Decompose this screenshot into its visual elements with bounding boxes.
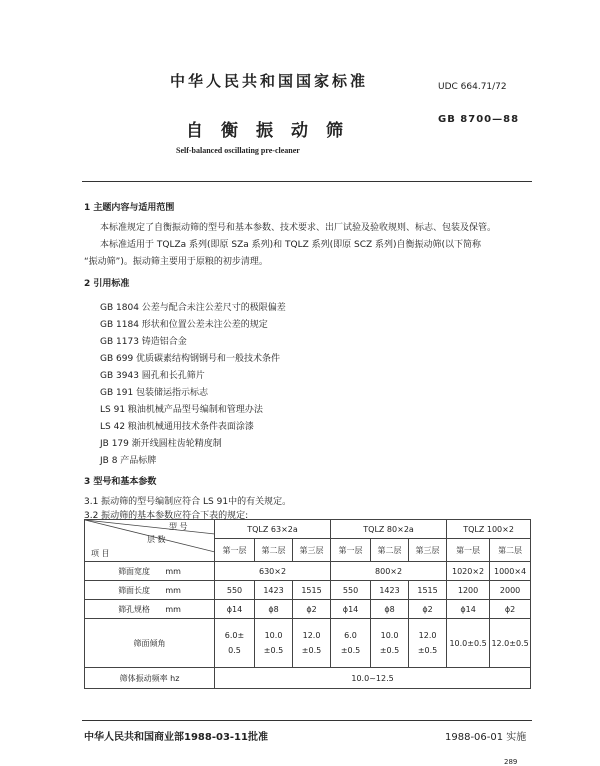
table-cell: 550 bbox=[331, 581, 371, 600]
cell-line: 6.0 bbox=[344, 631, 357, 640]
clause-3-1: 3.1 振动筛的型号编制应符合 LS 91中的有关规定。 bbox=[84, 497, 292, 507]
org-title: 中华人民共和国国家标准 bbox=[170, 72, 369, 90]
cell-line: 6.0± bbox=[224, 631, 245, 640]
ref-item: JB 179 渐开线圆柱齿轮精度制 bbox=[100, 439, 222, 449]
approval-line: 中华人民共和国商业部1988-03-11批准 bbox=[84, 732, 268, 743]
layer-header: 第三层 bbox=[293, 539, 331, 562]
corner-item-label: 项 目 bbox=[91, 549, 110, 558]
cell-line: ±0.5 bbox=[263, 646, 284, 655]
row-label: 筛孔规格 bbox=[118, 604, 151, 614]
table-cell bbox=[371, 619, 409, 668]
section1-para2b: “振动筛”)。振动筛主要用于原粮的初步清理。 bbox=[84, 257, 268, 267]
ref-item: JB 8 产品标牌 bbox=[100, 456, 157, 466]
cell-line: ±0.5 bbox=[301, 646, 322, 655]
table-cell: 10.0±0.5 bbox=[447, 619, 490, 668]
gb-number: GB 8700—88 bbox=[438, 114, 520, 125]
table-cell: 1515 bbox=[409, 581, 447, 600]
ref-item: GB 3943 圆孔和长孔筛片 bbox=[100, 371, 205, 381]
table-cell: ϕ14 bbox=[447, 600, 490, 619]
ref-item: GB 191 包装储运指示标志 bbox=[100, 388, 209, 398]
table-cell bbox=[255, 619, 293, 668]
footer-divider bbox=[82, 720, 532, 721]
layer-header: 第二层 bbox=[490, 539, 531, 562]
layer-header: 第一层 bbox=[331, 539, 371, 562]
english-subtitle: Self-balanced oscillating pre-cleaner bbox=[176, 146, 300, 155]
layer-header: 第二层 bbox=[255, 539, 293, 562]
layer-header: 第二层 bbox=[371, 539, 409, 562]
row-unit: mm bbox=[165, 585, 181, 595]
row-unit: mm bbox=[165, 604, 181, 614]
table-cell: 550 bbox=[215, 581, 255, 600]
table-cell: ϕ2 bbox=[409, 600, 447, 619]
layer-header: 第三层 bbox=[409, 539, 447, 562]
cell-line: 12.0 bbox=[302, 631, 321, 640]
table-cell bbox=[409, 619, 447, 668]
udc-number: UDC 664.71/72 bbox=[438, 82, 507, 92]
section1-para1: 本标准规定了自衡振动筛的型号和基本参数、技术要求、出厂试验及验收规则、标志、包装及保管。 bbox=[100, 223, 497, 233]
row-label-length bbox=[85, 581, 215, 600]
corner-model-label: 型 号 bbox=[169, 522, 188, 531]
cell-line: 12.0 bbox=[418, 631, 437, 640]
table-cell: 1020×2 bbox=[447, 562, 490, 581]
layer-header: 第一层 bbox=[215, 539, 255, 562]
table-cell bbox=[331, 619, 371, 668]
cell-line: 10.0 bbox=[380, 631, 399, 640]
implementation-date: 1988-06-01 实施 bbox=[445, 732, 527, 743]
cell-line: ±0.5 bbox=[340, 646, 361, 655]
table-cell: ϕ14 bbox=[331, 600, 371, 619]
table-cell: ϕ2 bbox=[490, 600, 531, 619]
table-cell: 12.0±0.5 bbox=[490, 619, 531, 668]
table-cell bbox=[215, 619, 255, 668]
table-cell: 1000×4 bbox=[490, 562, 531, 581]
cell-line: 10.0 bbox=[264, 631, 283, 640]
parameter-table bbox=[84, 519, 531, 689]
row-label-frequency: 筛体振动频率 hz bbox=[85, 668, 215, 689]
clause-3-2: 3.2 振动筛的基本参数应符合下表的规定: bbox=[84, 511, 249, 521]
ref-item: LS 42 粮油机械通用技术条件表面涂漆 bbox=[100, 422, 254, 432]
model-header: TQLZ 100×2 bbox=[447, 520, 531, 539]
row-label-width bbox=[85, 562, 215, 581]
table-cell: 800×2 bbox=[331, 562, 447, 581]
table-cell: 2000 bbox=[490, 581, 531, 600]
row-label: 筛面长度 bbox=[118, 585, 151, 595]
document-title: 自衡振动筛 bbox=[186, 121, 361, 141]
section3-heading: 3 型号和基本参数 bbox=[84, 477, 157, 487]
table-cell: 1200 bbox=[447, 581, 490, 600]
cell-line: ±0.5 bbox=[379, 646, 400, 655]
header-divider bbox=[82, 181, 532, 182]
ref-item: LS 91 粮油机械产品型号编制和管理办法 bbox=[100, 405, 263, 415]
section1-para2a: 本标准适用于 TQLZa 系列(即原 SZa 系列)和 TQLZ 系列(即原 SCZ 系列)自衡振动筛(以下简称 bbox=[100, 240, 482, 250]
table-cell: ϕ14 bbox=[215, 600, 255, 619]
cell-line: ±0.5 bbox=[417, 646, 438, 655]
table-cell: ϕ2 bbox=[293, 600, 331, 619]
table-cell: ϕ8 bbox=[371, 600, 409, 619]
table-cell: 1423 bbox=[371, 581, 409, 600]
table-cell: ϕ8 bbox=[255, 600, 293, 619]
row-label-angle: 筛面倾角 bbox=[85, 619, 215, 668]
section1-heading: 1 主题内容与适用范围 bbox=[84, 203, 175, 213]
ref-item: GB 699 优质碳素结构钢钢号和一般技术条件 bbox=[100, 354, 281, 364]
section2-heading: 2 引用标准 bbox=[84, 279, 130, 289]
ref-item: GB 1173 铸造铝合金 bbox=[100, 337, 187, 347]
row-label-hole bbox=[85, 600, 215, 619]
corner-layers-label: 层 数 bbox=[147, 535, 166, 544]
layer-header: 第一层 bbox=[447, 539, 490, 562]
table-cell bbox=[293, 619, 331, 668]
table-cell: 1423 bbox=[255, 581, 293, 600]
table-cell: 630×2 bbox=[215, 562, 331, 581]
row-unit: mm bbox=[165, 566, 181, 576]
model-header: TQLZ 80×2a bbox=[331, 520, 447, 539]
page-number: 289 bbox=[504, 758, 518, 766]
row-label: 筛面宽度 bbox=[118, 566, 151, 576]
table-cell: 1515 bbox=[293, 581, 331, 600]
ref-item: GB 1184 形状和位置公差未注公差的规定 bbox=[100, 320, 268, 330]
ref-item: GB 1804 公差与配合未注公差尺寸的极限偏差 bbox=[100, 303, 286, 313]
table-corner-cell bbox=[85, 520, 215, 562]
table-cell: 10.0~12.5 bbox=[215, 668, 531, 689]
model-header: TQLZ 63×2a bbox=[215, 520, 331, 539]
cell-line: 0.5 bbox=[228, 646, 241, 655]
